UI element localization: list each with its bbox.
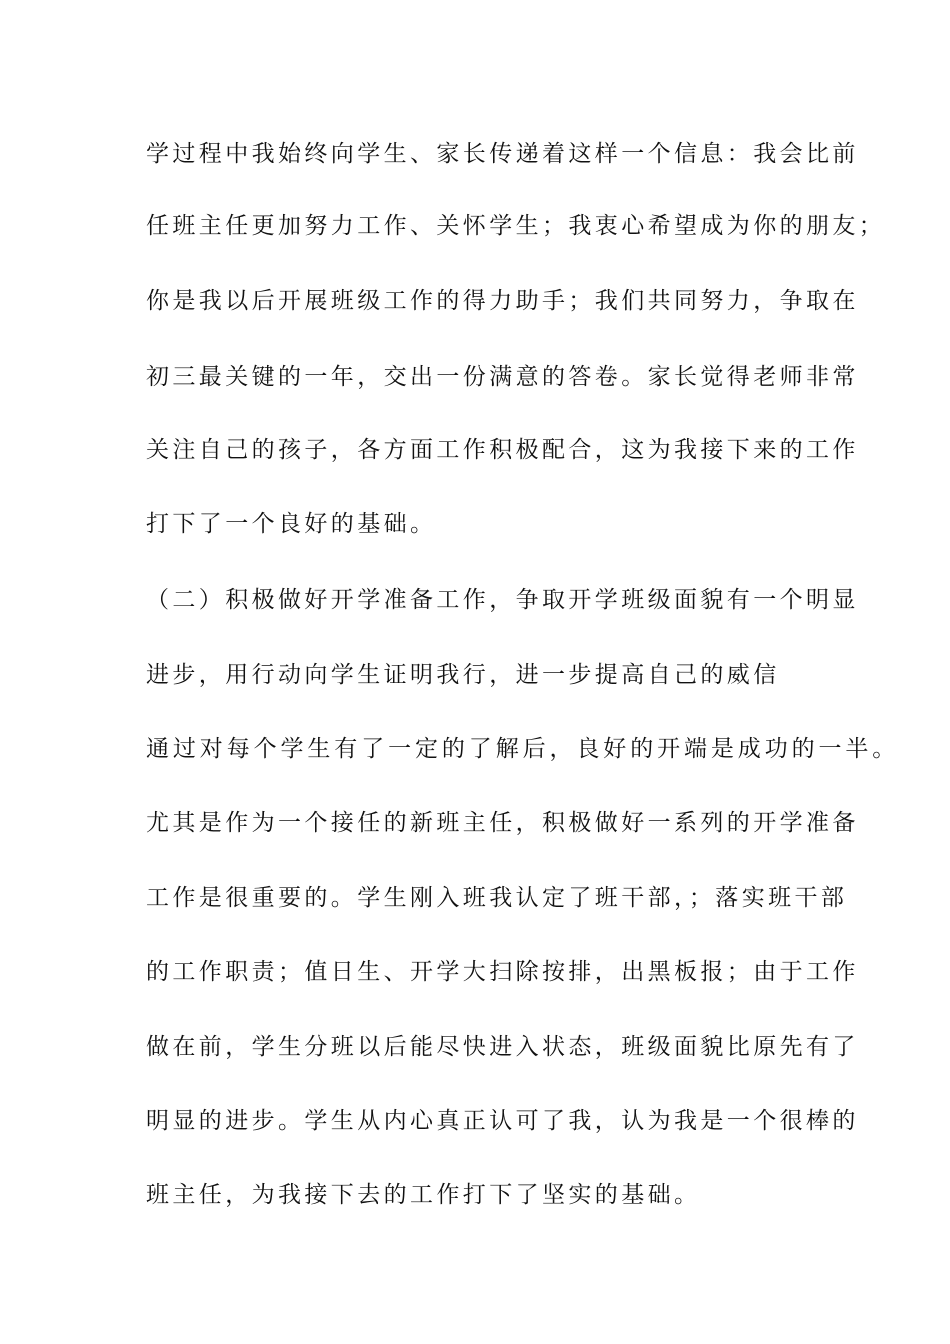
paragraph-line: 做在前，学生分班以后能尽快进入状态，班级面貌比原先有了	[146, 1034, 859, 1060]
paragraph-line: 任班主任更加努力工作、关怀学生；我衷心希望成为你的朋友；	[146, 213, 886, 239]
paragraph-line: 班主任，为我接下去的工作打下了坚实的基础。	[146, 1182, 701, 1208]
paragraph-line: 工作是很重要的。学生刚入班我认定了班干部，；落实班干部	[146, 885, 848, 911]
section-heading-line: （二）积极做好开学准备工作，争取开学班级面貌有一个明显	[146, 587, 859, 613]
paragraph-line: 初三最关键的一年，交出一份满意的答卷。家长觉得老师非常	[146, 364, 859, 390]
paragraph-line: 关注自己的孩子，各方面工作积极配合，这为我接下来的工作	[146, 437, 859, 463]
paragraph-line: 打下了一个良好的基础。	[146, 511, 437, 537]
paragraph-line: 学过程中我始终向学生、家长传递着这样一个信息：我会比前	[146, 141, 859, 167]
paragraph-line: 通过对每个学生有了一定的了解后，良好的开端是成功的一半。	[146, 736, 900, 762]
paragraph-line: 的工作职责；值日生、开学大扫除按排，出黑板报；由于工作	[146, 959, 859, 985]
section-heading-line: 进步，用行动向学生证明我行，进一步提高自己的威信	[146, 662, 780, 688]
paragraph-line: 你是我以后开展班级工作的得力助手；我们共同努力，争取在	[146, 288, 859, 314]
paragraph-line: 明显的进步。学生从内心真正认可了我，认为我是一个很棒的	[146, 1108, 859, 1134]
paragraph-line: 尤其是作为一个接任的新班主任，积极做好一系列的开学准备	[146, 810, 859, 836]
